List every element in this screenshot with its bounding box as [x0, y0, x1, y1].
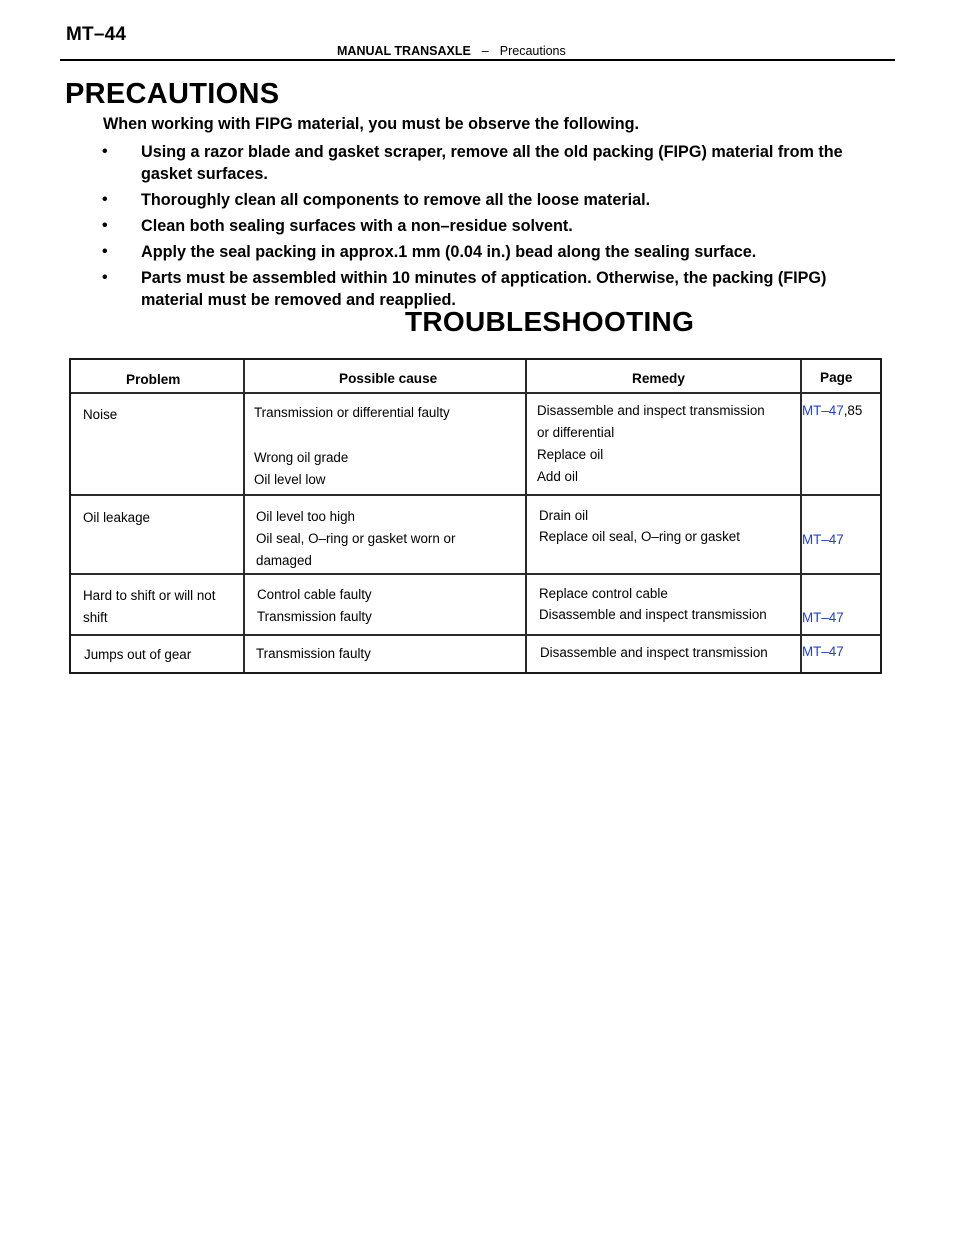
column-header-page: Page: [820, 370, 853, 385]
row-divider: [71, 494, 880, 496]
remedy-text: Add oil: [537, 469, 578, 484]
precaution-item: [100, 241, 890, 263]
precaution-item: [100, 267, 890, 311]
page-ref: [802, 641, 844, 663]
cause-text: Oil level too high: [256, 509, 355, 524]
precautions-intro: When working with FIPG material, you must be observe the following.: [103, 115, 640, 133]
cause-text: Oil level low: [254, 472, 326, 487]
row-divider: [71, 573, 880, 575]
column-divider: [525, 360, 527, 672]
precautions-list: [100, 141, 890, 315]
precaution-text: Parts must be assembled within 10 minutes of apptication. Otherwise, the packing (FIPG) material must be removed and reapplied.: [141, 269, 827, 309]
precaution-item: [100, 189, 890, 211]
section-title: MANUAL TRANSAXLE: [337, 44, 471, 58]
remedy-text: Drain oil: [539, 508, 589, 523]
cause-text: Oil seal, O–ring or gasket worn or: [256, 531, 456, 546]
troubleshooting-table: [69, 358, 882, 674]
bullet-icon: •: [102, 243, 108, 260]
page-link[interactable]: MT–47: [802, 403, 844, 418]
remedy-text: Disassemble and inspect transmission: [540, 645, 768, 660]
precaution-text: Thoroughly clean all components to remove all the loose material.: [141, 191, 651, 209]
problem-jumps-out-of-gear: Jumps out of gear: [84, 647, 192, 662]
column-header-problem: Problem: [126, 372, 181, 387]
bullet-icon: •: [102, 191, 108, 208]
cause-text: Transmission faulty: [257, 609, 372, 624]
remedy-text: Disassemble and inspect transmission: [537, 403, 765, 418]
page-link[interactable]: MT–47: [802, 644, 844, 659]
column-header-cause: Possible cause: [339, 371, 438, 386]
cause-text: damaged: [256, 553, 312, 568]
page-ref: [802, 400, 862, 422]
cause-text: Transmission or differential faulty: [254, 405, 450, 420]
header-separator: –: [481, 44, 489, 58]
bullet-icon: •: [102, 143, 108, 160]
precaution-text: Clean both sealing surfaces with a non–residue solvent.: [141, 217, 573, 235]
page-link[interactable]: MT–47: [802, 532, 844, 547]
column-header-remedy: Remedy: [632, 371, 685, 386]
problem-hard-to-shift: Hard to shift or will not: [83, 588, 216, 603]
row-divider: [71, 634, 880, 636]
page-ref: [802, 607, 844, 629]
precaution-item: [100, 141, 890, 185]
precaution-text: Apply the seal packing in approx.1 mm (0.04 in.) bead along the sealing surface.: [141, 243, 757, 261]
column-divider: [243, 360, 245, 672]
page-number: MT–44: [66, 24, 127, 45]
remedy-text: Replace oil seal, O–ring or gasket: [539, 529, 740, 544]
running-header: [337, 44, 566, 58]
bullet-icon: •: [102, 269, 108, 286]
remedy-text: Replace control cable: [539, 586, 668, 601]
cause-text: Control cable faulty: [257, 587, 372, 602]
troubleshooting-heading: TROUBLESHOOTING: [405, 306, 695, 337]
cause-text: Wrong oil grade: [254, 450, 349, 465]
subsection-title: Precautions: [499, 44, 566, 58]
precautions-heading: PRECAUTIONS: [65, 78, 280, 110]
remedy-text: Disassemble and inspect transmission: [539, 607, 767, 622]
precaution-text: Using a razor blade and gasket scraper, remove all the old packing (FIPG) material from the gasket surfaces.: [141, 143, 843, 183]
header-divider: [71, 392, 880, 394]
problem-noise: Noise: [83, 407, 118, 422]
remedy-text: Replace oil: [537, 447, 604, 462]
remedy-text: or differential: [537, 425, 615, 440]
problem-hard-to-shift-cont: shift: [83, 610, 108, 625]
cause-text: Transmission faulty: [256, 646, 371, 661]
page-link[interactable]: MT–47: [802, 610, 844, 625]
header-rule: [60, 59, 895, 61]
page-ref: [802, 529, 844, 551]
bullet-icon: •: [102, 217, 108, 234]
problem-oil-leakage: Oil leakage: [83, 510, 150, 525]
page-extra: ,85: [843, 403, 863, 418]
precaution-item: [100, 215, 890, 237]
